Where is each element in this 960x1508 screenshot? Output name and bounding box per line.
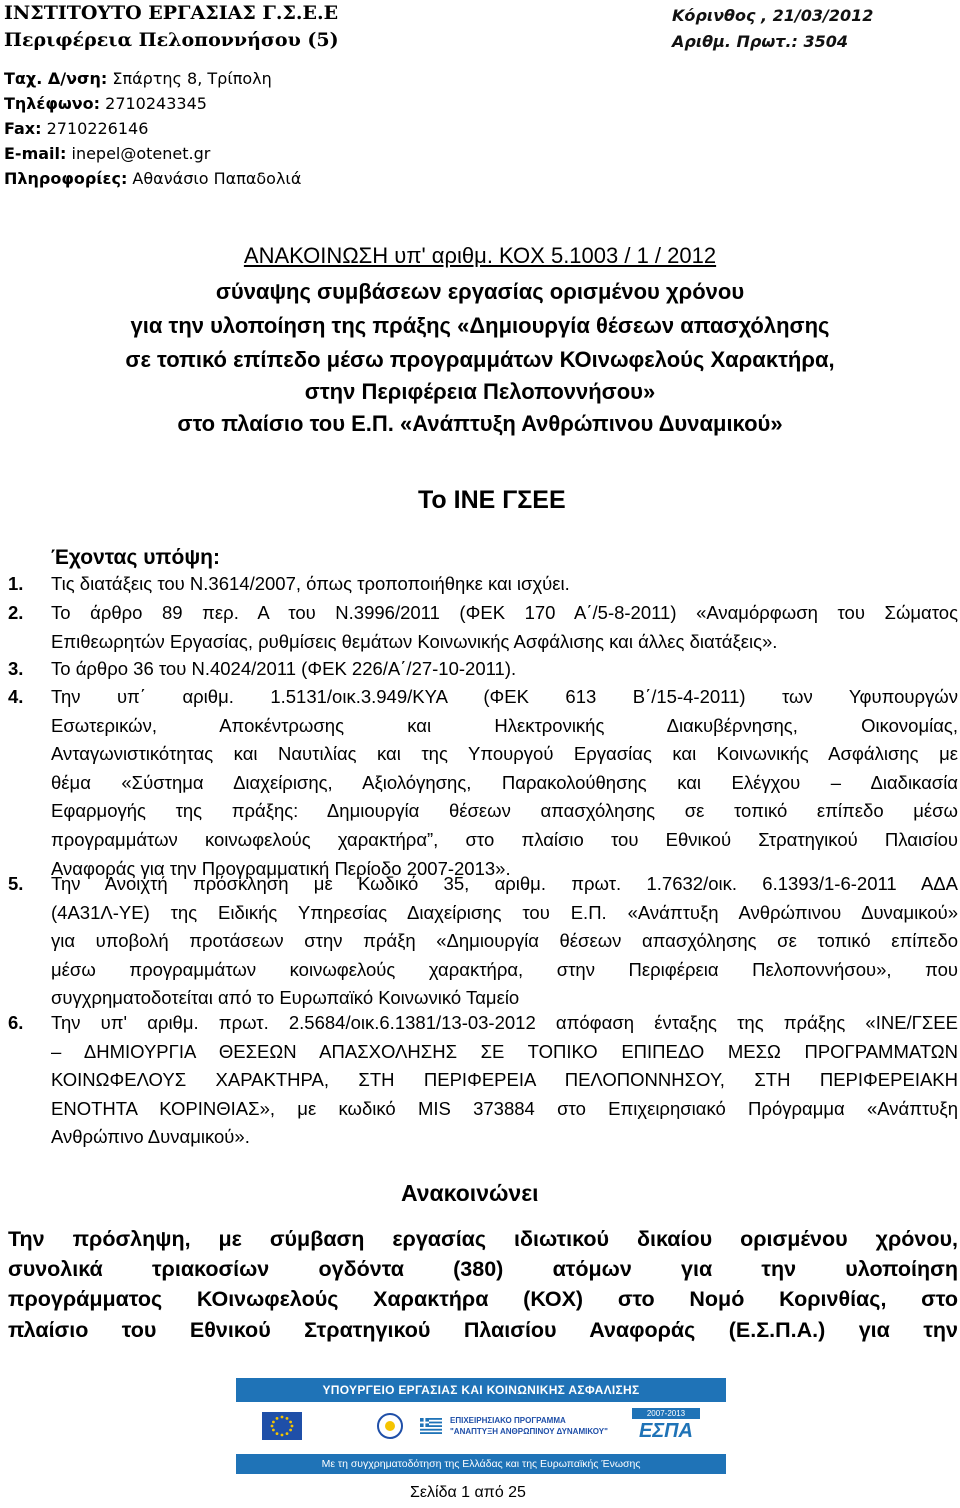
item-number: 4. bbox=[8, 686, 24, 707]
list-item bbox=[8, 683, 958, 883]
item-line: (4Α31Λ-ΥΕ) της Ειδικής Υπηρεσίας Διαχείρισης του Ε.Π. «Ανάπτυξη Ανθρώπινου Δυναμικού» bbox=[51, 901, 958, 923]
list-item bbox=[8, 570, 958, 599]
program-title-2: "ΑΝΑΠΤΥΞΗ ΑΝΘΡΩΠΙΝΟΥ ΔΥΝΑΜΙΚΟΥ" bbox=[450, 1427, 608, 1436]
paragraph-line: προγράμματος ΚΟινωφελούς Χαρακτήρα (ΚΟΧ) στο Νομό Κορινθίας, στο bbox=[8, 1287, 958, 1312]
espa-years: 2007-2013 bbox=[632, 1408, 700, 1419]
item-line: Τις διατάξεις του Ν.3614/2007, όπως τροποποιήθηκε και ισχύει. bbox=[51, 573, 570, 594]
item-line: ΚΟΙΝΩΦΕΛΟΥΣ ΧΑΡΑΚΤΗΡΑ, ΣΤΗ ΠΕΡΙΦΕΡΕΙΑ ΠΕΛΟΠΟΝΝΗΣΟΥ, ΣΤΗ ΠΕΡΙΦΕΡΕΙΑΚΗ bbox=[51, 1069, 958, 1091]
item-line: – ΔΗΜΙΟΥΡΓΙΑ ΘΕΣΕΩΝ ΑΠΑΣΧΟΛΗΣΗΣ ΣΕ ΤΟΠΙΚΟ ΕΠΙΠΕΔΟ ΜΕΣΩ ΠΡΟΓΡΑΜΜΑΤΩΝ bbox=[51, 1040, 958, 1062]
item-line: συγχρηματοδοτείται από το Ευρωπαϊκό Κοινωνικό Ταμείο bbox=[51, 987, 520, 1009]
item-line: Ανταγωνιστικότητας και Ναυτιλίας και της Υπουργού Εργασίας και Κοινωνικής Ασφάλισης με bbox=[51, 743, 958, 765]
item-line: Την Ανοιχτή πρόσκληση με Κωδικό 35, αριθμ. πρωτ. 1.7632/οικ. 6.1393/1-6-2011 ΑΔΑ bbox=[51, 873, 958, 894]
info-label: Πληροφορίες: bbox=[4, 169, 128, 188]
having-in-mind: Έχοντας υπόψη: bbox=[51, 546, 220, 569]
address-label: Ταχ. Δ/νση: bbox=[4, 69, 108, 88]
greek-flag-icon bbox=[420, 1418, 442, 1434]
list-item bbox=[8, 599, 958, 656]
item-line: Εφαρμογής της πράξης: Δημιουργία θέσεων απασχόλησης σε τοπικό επίπεδο μέσω bbox=[51, 800, 958, 822]
list-item bbox=[8, 870, 958, 1013]
funding-banner bbox=[236, 1378, 726, 1478]
ine-heading: Το ΙΝΕ ΓΣΕΕ bbox=[418, 486, 566, 514]
fax-value: 2710226146 bbox=[41, 119, 149, 138]
paragraph-line: πλαίσιο του Εθνικού Στρατηγικού Πλαισίου Αναφοράς (Ε.Σ.Π.Α.) για την bbox=[8, 1317, 958, 1342]
announcement-subject-4: στην Περιφέρεια Πελοποννήσου» bbox=[304, 379, 656, 404]
phone-label: Τηλέφωνο: bbox=[4, 94, 101, 113]
item-line: Την υπ' αριθμ. πρωτ. 2.5684/οικ.6.1381/13-03-2012 απόφαση ένταξης της πράξης «ΙΝΕ/ΓΣΕΕ bbox=[51, 1012, 958, 1033]
item-line: Το άρθρο 36 του Ν.4024/2011 (ΦΕΚ 226/Α΄/27-10-2011). bbox=[51, 658, 517, 679]
item-line: για υποβολή προτάσεων στην πράξη «Δημιουργία θέσεων απασχόλησης σε τοπικό επίπεδο bbox=[51, 930, 958, 952]
item-line: μέσω προγραμμάτων κοινωφελούς χαρακτήρα, στην Περιφέρεια Πελοποννήσου», που bbox=[51, 958, 958, 980]
item-line: προγραμμάτων κοινωφελούς χαρακτήρα”, στο πλαίσιο του Εθνικού Στρατηγικού Πλαισίου bbox=[51, 828, 958, 850]
cofunding-text: Με τη συγχρηματοδότηση της Ελλάδας και της Ευρωπαϊκής Ένωσης bbox=[236, 1454, 726, 1474]
org-name: ΙΝΣΤΙΤΟΥΤΟ ΕΡΓΑΣΙΑΣ Γ.Σ.Ε.Ε bbox=[4, 2, 339, 24]
announcement-subject-3: σε τοπικό επίπεδο μέσω προγραμμάτων ΚΟινωφελούς Χαρακτήρα, bbox=[125, 347, 835, 372]
item-line: Ανθρώπινο Δυναμικού». bbox=[51, 1126, 250, 1148]
contact-fax bbox=[4, 118, 148, 139]
email-label: E-mail: bbox=[4, 144, 67, 163]
list-item bbox=[8, 655, 958, 684]
contact-email bbox=[4, 143, 210, 164]
announces-heading: Ανακοινώνει bbox=[401, 1180, 539, 1206]
address-value: Σπάρτης 8, Τρίπολη bbox=[107, 69, 272, 88]
item-line: ΕΝΟΤΗΤΑ ΚΟΡΙΝΘΙΑΣ», με κωδικό MIS 373884 στο Επιχειρησιακό Πρόγραμμα «Ανάπτυξη bbox=[51, 1097, 958, 1119]
item-number: 3. bbox=[8, 658, 24, 679]
item-line: Επιθεωρητών Εργασίας, ρυθμίσεις θεμάτων Κοινωνικής Ασφάλισης και άλλες διατάξεις». bbox=[51, 630, 778, 652]
program-title-1: ΕΠΙΧΕΙΡΗΣΙΑΚΟ ΠΡΟΓΡΑΜΜΑ bbox=[450, 1416, 566, 1425]
fax-label: Fax: bbox=[4, 119, 42, 138]
paragraph-line: Την πρόσληψη, με σύμβαση εργασίας ιδιωτικού δικαίου ορισμένου χρόνου, bbox=[8, 1227, 958, 1251]
protocol-number: Αριθμ. Πρωτ.: 3504 bbox=[672, 32, 849, 51]
place-date: Κόρινθος , 21/03/2012 bbox=[672, 6, 874, 25]
esf-logo-icon bbox=[376, 1412, 404, 1440]
info-value: Αθανάσιο Παπαδολιά bbox=[127, 169, 302, 188]
item-line: θέμα «Σύστημα Διαχείρισης, Αξιολόγησης, Παρακολούθησης και Ελέγχου – Διαδικασία bbox=[51, 771, 958, 793]
ministry-banner-title: ΥΠΟΥΡΓΕΙΟ ΕΡΓΑΣΙΑΣ ΚΑΙ ΚΟΙΝΩΝΙΚΗΣ ΑΣΦΑΛΙΣΗΣ bbox=[236, 1378, 726, 1402]
announcement-subject-5: στο πλαίσιο του Ε.Π. «Ανάπτυξη Ανθρώπινου Δυναμικού» bbox=[177, 411, 783, 436]
contact-phone bbox=[4, 93, 207, 114]
org-region: Περιφέρεια Πελοποννήσου (5) bbox=[4, 29, 339, 51]
announcement-subject-1: σύναψης συμβάσεων εργασίας ορισμένου χρόνου bbox=[215, 279, 745, 304]
item-line: Αναφοράς για την Προγραμματική Περίοδο 2007-2013». bbox=[51, 857, 511, 879]
announcement-number: ΑΝΑΚΟΙΝΩΣΗ υπ' αριθμ. ΚΟΧ 5.1003 / 1 / 2012 bbox=[243, 243, 717, 268]
espa-logo bbox=[632, 1408, 700, 1448]
contact-info bbox=[4, 168, 301, 189]
item-number: 2. bbox=[8, 602, 24, 623]
item-line: Εσωτερικών, Αποκέντρωσης και Ηλεκτρονικής Διακυβέρνησης, Οικονομίας, bbox=[51, 714, 958, 736]
list-item bbox=[8, 1009, 958, 1152]
phone-value: 2710243345 bbox=[100, 94, 207, 113]
contact-address bbox=[4, 68, 272, 89]
item-line: Το άρθρο 89 περ. Α του Ν.3996/2011 (ΦΕΚ 170 Α΄/5-8-2011) «Αναμόρφωση του Σώματος bbox=[51, 602, 958, 623]
item-number: 1. bbox=[8, 573, 24, 594]
item-number: 6. bbox=[8, 1012, 24, 1033]
email-value: inepel@otenet.gr bbox=[66, 144, 211, 163]
announcement-subject-2: για την υλοποίηση της πράξης «Δημιουργία θέσεων απασχόλησης bbox=[130, 313, 830, 338]
eu-flag-icon bbox=[262, 1412, 302, 1440]
page-number: Σελίδα 1 από 25 bbox=[410, 1484, 526, 1501]
espa-text: ΕΣΠΑ bbox=[639, 1420, 693, 1442]
paragraph-line: συνολικά τριακοσίων ογδόντα (380) ατόμων για την υλοποίηση bbox=[8, 1257, 958, 1282]
main-paragraph bbox=[8, 1224, 958, 1345]
item-line: Την υπ΄ αριθμ. 1.5131/οικ.3.949/ΚΥΑ (ΦΕΚ 613 Β΄/15-4-2011) των Υφυπουργών bbox=[51, 686, 958, 707]
item-number: 5. bbox=[8, 873, 24, 894]
